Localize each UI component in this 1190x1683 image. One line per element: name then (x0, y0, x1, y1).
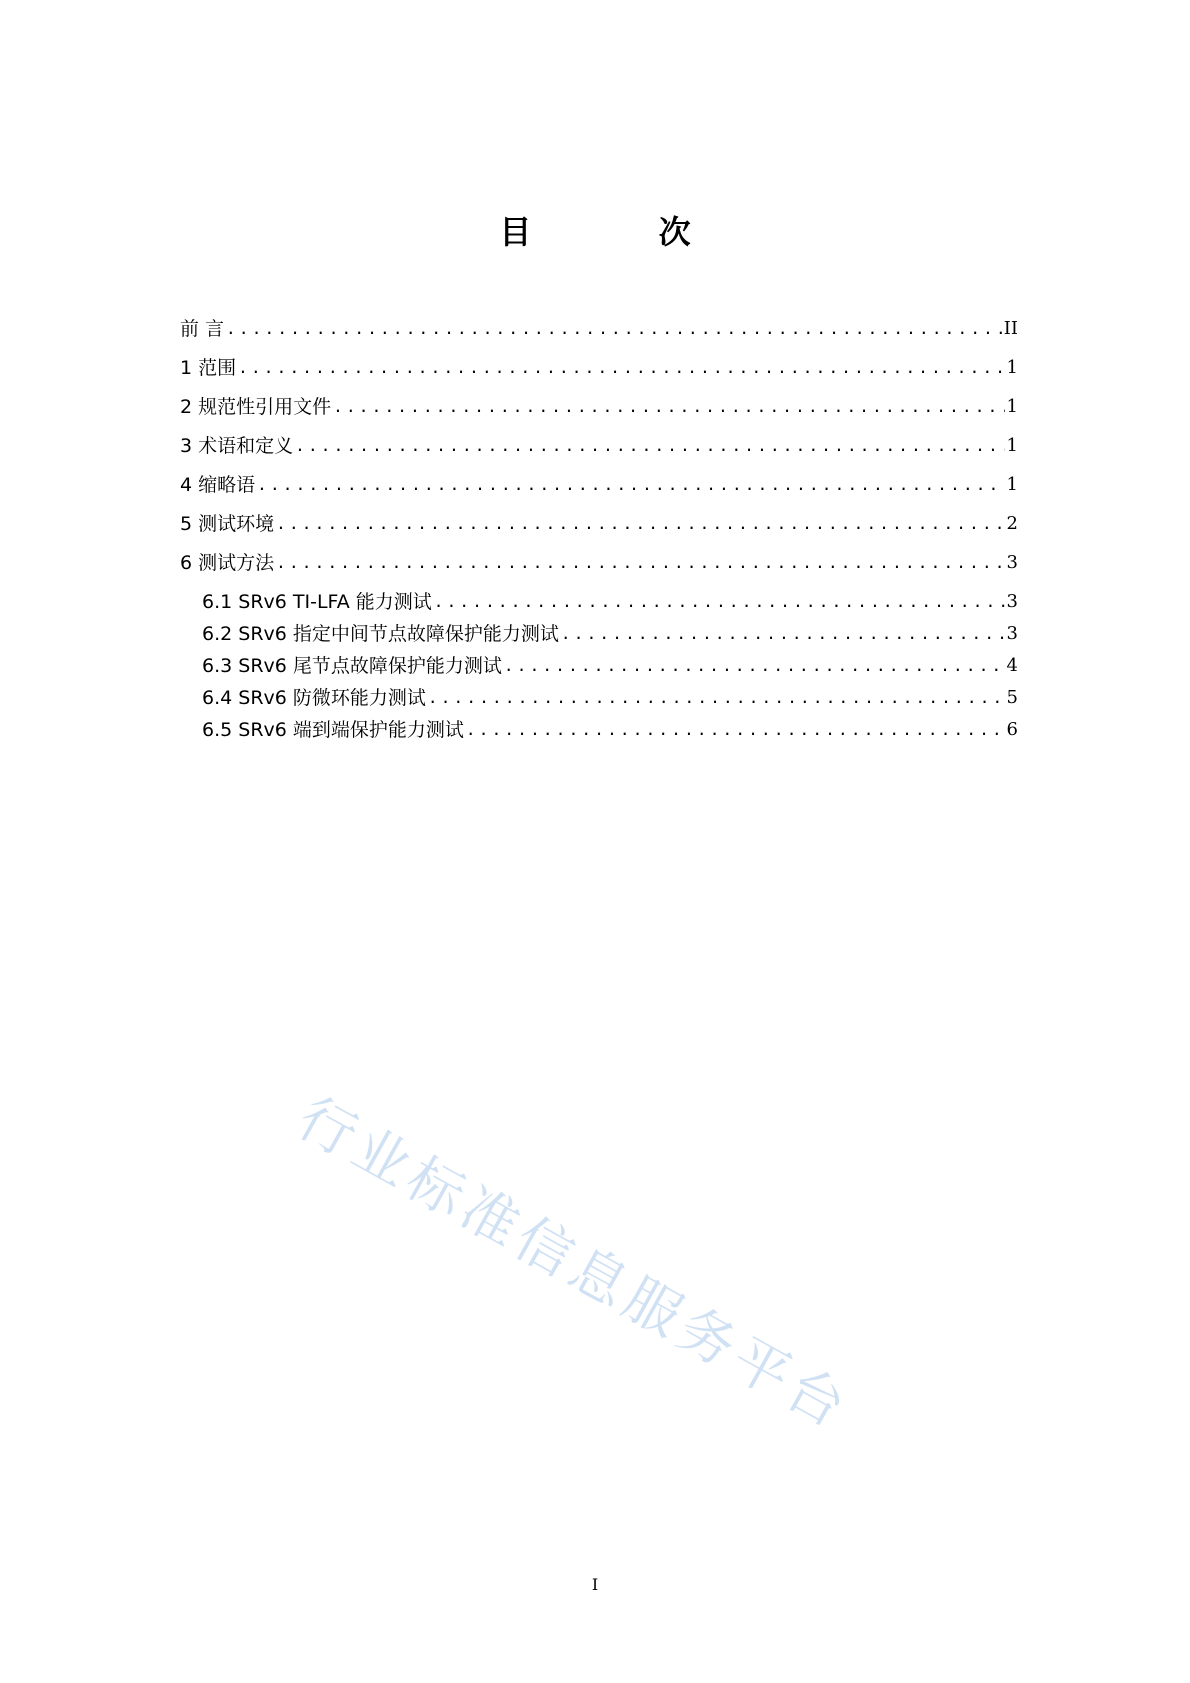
toc-entry-page: 3 (1006, 591, 1018, 612)
dot-leader (434, 589, 1005, 615)
toc-entry-label: 6.1 SRv6 TI-LFA 能力测试 (202, 591, 432, 613)
toc-entry-label: 3 术语和定义 (180, 435, 294, 457)
toc-entry-normative-references[interactable] (180, 390, 1018, 420)
page-number: I (591, 1575, 599, 1594)
toc-entry-label: 前 言 (180, 318, 225, 340)
toc-entry-test-environment[interactable] (180, 507, 1018, 537)
toc-entry-page: 3 (1006, 623, 1018, 644)
watermark: 行业标准信息服务平台 (287, 1085, 861, 1443)
toc-entry-label: 4 缩略语 (180, 474, 256, 496)
toc-entry-page: 1 (1006, 474, 1018, 495)
toc-entry-label: 6.3 SRv6 尾节点故障保护能力测试 (202, 655, 502, 677)
toc-entry-page: 1 (1006, 435, 1018, 456)
toc-entry-page: 6 (1006, 719, 1018, 740)
toc-entry-6-3[interactable] (202, 649, 1018, 679)
dot-leader (276, 550, 1004, 576)
dot-leader (561, 621, 1005, 647)
toc-entry-abbreviations[interactable] (180, 468, 1018, 498)
toc-entry-page: 1 (1006, 396, 1018, 417)
toc-entry-label: 5 测试环境 (180, 513, 275, 535)
toc-entry-scope[interactable] (180, 351, 1018, 381)
dot-leader (276, 511, 1004, 537)
toc-entry-test-methods[interactable] (180, 546, 1018, 576)
toc-entry-page: 1 (1006, 357, 1018, 378)
toc-entry-label: 6.4 SRv6 防微环能力测试 (202, 687, 426, 709)
dot-leader (333, 394, 1004, 420)
toc-entry-6-5[interactable] (202, 713, 1018, 743)
dot-leader (238, 355, 1004, 381)
dot-leader (226, 316, 1002, 342)
toc-entry-label: 6.5 SRv6 端到端保护能力测试 (202, 719, 464, 741)
toc-entry-page: II (1003, 318, 1018, 339)
page-title: 目 次 (499, 213, 749, 251)
dot-leader (257, 472, 1004, 498)
toc-entry-6-2[interactable] (202, 617, 1018, 647)
toc-entry-foreword[interactable] (180, 312, 1018, 342)
toc-entry-label: 2 规范性引用文件 (180, 396, 332, 418)
toc-entry-terms-definitions[interactable] (180, 429, 1018, 459)
dot-leader (295, 433, 1004, 459)
toc-entry-page: 2 (1006, 513, 1018, 534)
toc-entry-page: 4 (1006, 655, 1018, 676)
dot-leader (428, 685, 1005, 711)
dot-leader (504, 653, 1005, 679)
toc-entry-label: 1 范围 (180, 357, 237, 379)
dot-leader (466, 717, 1005, 743)
toc-entry-page: 3 (1006, 552, 1018, 573)
toc-entry-6-4[interactable] (202, 681, 1018, 711)
toc-entry-label: 6.2 SRv6 指定中间节点故障保护能力测试 (202, 623, 559, 645)
toc-entry-page: 5 (1006, 687, 1018, 708)
toc-entry-label: 6 测试方法 (180, 552, 275, 574)
toc-entry-6-1[interactable] (202, 585, 1018, 615)
